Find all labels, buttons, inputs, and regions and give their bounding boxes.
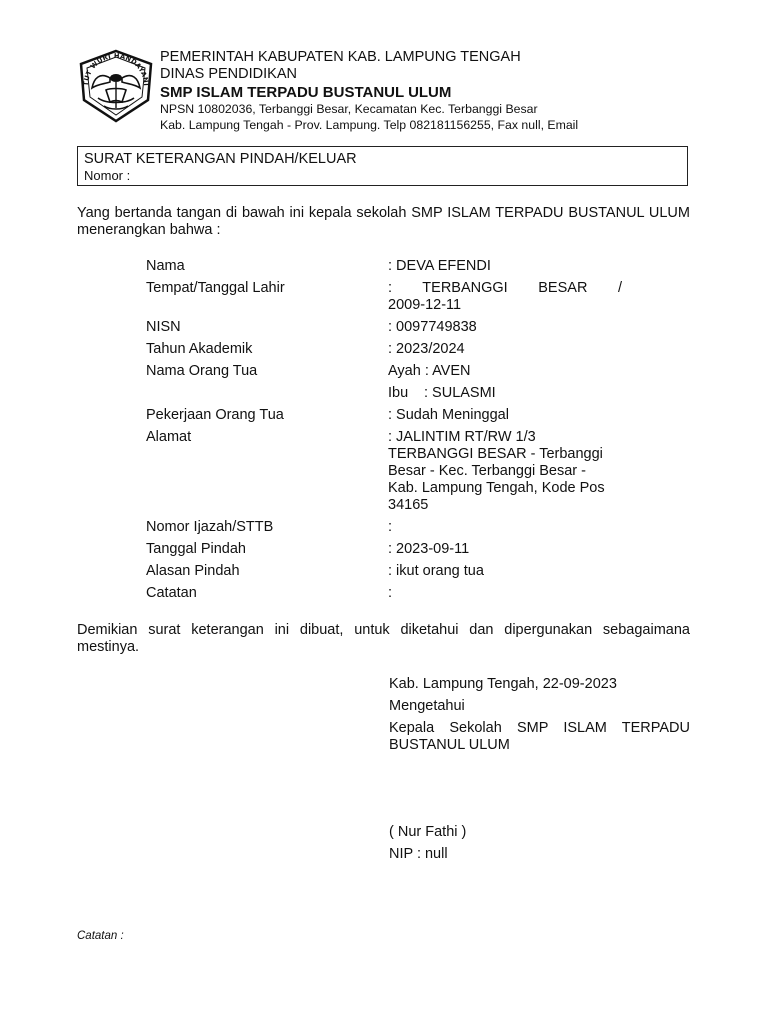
address-line: Besar - Kec. Terbanggi Besar - — [388, 463, 586, 479]
signatory-name: ( Nur Fathi ) — [389, 824, 467, 840]
address-line: TERBANGGI BESAR - Terbanggi — [388, 446, 603, 462]
field-label: Nama Orang Tua — [146, 363, 258, 379]
letter-title: SURAT KETERANGAN PINDAH/KELUAR — [84, 151, 357, 167]
mother-name — [388, 385, 622, 402]
intro-paragraph: Yang bertanda tangan di bawah ini kepala sekolah SMP ISLAM TERPADU BUSTANUL ULUM menerangkan bahwa : — [77, 205, 690, 238]
field-value: : 0097749838 — [388, 319, 477, 335]
field-label: Nomor Ijazah/STTB — [146, 519, 274, 535]
field-row-alamat — [146, 429, 622, 514]
address-line: : JALINTIM RT/RW 1/3 — [388, 429, 536, 445]
field-row-ttl — [146, 280, 622, 314]
field-label: Alasan Pindah — [146, 563, 240, 579]
field-value: : 2023-09-11 — [388, 541, 470, 557]
field-row-ortu — [146, 363, 622, 402]
field-label: Tanggal Pindah — [146, 541, 246, 557]
field-label: Alamat — [146, 429, 192, 445]
header-government: PEMERINTAH KABUPATEN KAB. LAMPUNG TENGAH — [160, 49, 521, 65]
field-label: Tahun Akademik — [146, 341, 253, 357]
field-row-nisn — [146, 319, 622, 336]
field-value: : Sudah Meninggal — [388, 407, 509, 423]
field-value: : — [388, 585, 393, 601]
header-department: DINAS PENDIDIKAN — [160, 66, 297, 82]
field-row-nama — [146, 258, 622, 275]
field-label: Tempat/Tanggal Lahir — [146, 280, 285, 296]
field-value — [388, 429, 622, 514]
footnote: Catatan : — [77, 930, 124, 942]
field-value — [388, 363, 622, 402]
header-school-name: SMP ISLAM TERPADU BUSTANUL ULUM — [160, 84, 452, 101]
field-row-alasan — [146, 563, 622, 580]
field-label: Pekerjaan Orang Tua — [146, 407, 284, 423]
field-row-tahun — [146, 341, 622, 358]
header-address-1: NPSN 10802036, Terbanggi Besar, Kecamatan Kec. Terbanggi Besar — [160, 102, 538, 116]
mother-label: Ibu — [388, 385, 409, 401]
signature-position — [389, 720, 690, 754]
address-line: Kab. Lampung Tengah, Kode Pos — [388, 480, 605, 496]
field-label: Nama — [146, 258, 185, 274]
field-value: : ikut orang tua — [388, 563, 484, 579]
closing-paragraph: Demikian surat keterangan ini dibuat, untuk diketahui dan dipergunakan sebagaimana mestinya. — [77, 622, 690, 655]
signatory-nip: NIP : null — [389, 846, 448, 862]
mother-value: : SULASMI — [424, 385, 496, 401]
field-value — [388, 280, 622, 314]
logo-motto: TUT WURI HANDAYANI — [81, 51, 151, 87]
address-line: 34165 — [388, 497, 429, 513]
field-row-tanggal-pindah — [146, 541, 622, 558]
field-value: : 2023/2024 — [388, 341, 465, 357]
ttl-place: : TERBANGGI BESAR / — [388, 280, 622, 296]
field-row-catatan — [146, 585, 622, 602]
field-row-ijazah — [146, 519, 622, 536]
letter-number: Nomor : — [84, 168, 131, 183]
header-address-2: Kab. Lampung Tengah - Prov. Lampung. Telp 082181156255, Fax null, Email — [160, 117, 579, 132]
field-label: NISN — [146, 319, 181, 335]
signature-acknowledge: Mengetahui — [389, 698, 465, 714]
ttl-date: 2009-12-11 — [388, 297, 462, 313]
field-value: : — [388, 519, 393, 535]
letterhead — [160, 49, 578, 133]
signature-position-text: Kepala Sekolah SMP ISLAM TERPADU BUSTANUL ULUM — [389, 720, 690, 753]
tut-wuri-handayani-logo-icon — [76, 48, 156, 124]
field-value: : DEVA EFENDI — [388, 258, 491, 274]
student-details — [146, 258, 622, 607]
signature-place-date: Kab. Lampung Tengah, 22-09-2023 — [389, 676, 617, 692]
field-row-pekerjaan — [146, 407, 622, 424]
field-label: Catatan — [146, 585, 197, 601]
father-name: Ayah : AVEN — [388, 363, 471, 379]
letter-title-box — [77, 146, 688, 186]
